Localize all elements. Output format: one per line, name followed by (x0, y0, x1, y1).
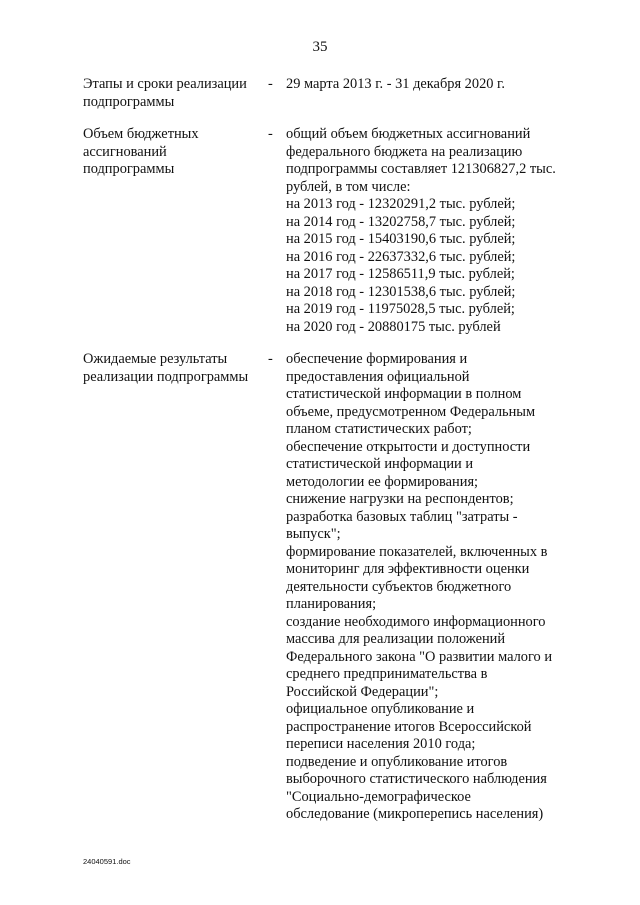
value-line: переписи населения 2010 года; (286, 736, 476, 752)
value-line: обеспечение формирования и (286, 351, 468, 367)
label-line: подпрограммы (83, 161, 175, 177)
value-line: Федерального закона "О развитии малого и (286, 648, 553, 665)
label-line: реализации подпрограммы (83, 368, 249, 385)
row-label (83, 76, 263, 111)
row-label (83, 126, 263, 179)
value-line: мониторинг для эффективности оценки (286, 561, 530, 577)
value-line: выборочного статистического наблюдения (286, 771, 547, 787)
label-line: Ожидаемые результаты (83, 351, 228, 367)
row-value (286, 76, 586, 94)
value-line: на 2013 год - 12320291,2 тыс. рублей; (286, 196, 516, 212)
document-filename: 24040591.doc (83, 857, 131, 866)
value-line: обеспечение открытости и доступности (286, 438, 531, 455)
value-line: на 2018 год - 12301538,6 тыс. рублей; (286, 283, 516, 300)
row-value (286, 126, 586, 336)
value-line: официальное опубликование и (286, 701, 475, 717)
value-line: подпрограммы составляет 121306827,2 тыс. (286, 161, 556, 177)
value-line: на 2014 год - 13202758,7 тыс. рублей; (286, 213, 516, 230)
value-line: выпуск"; (286, 526, 341, 542)
value-line: планирования; (286, 596, 377, 612)
value-line: обследование (микроперепись населения) (286, 806, 544, 822)
value-line: создание необходимого информационного (286, 613, 546, 630)
value-line: распространение итогов Всероссийской (286, 718, 532, 735)
row-dash: - (268, 351, 273, 367)
value-line: методологии ее формирования; (286, 473, 479, 490)
value-line: формирование показателей, включенных в (286, 543, 548, 560)
value-line: предоставления официальной (286, 368, 470, 385)
value-line: деятельности субъектов бюджетного (286, 578, 512, 595)
value-line: снижение нагрузки на респондентов; (286, 491, 514, 507)
value-line: "Социально-демографическое (286, 788, 471, 805)
value-line: на 2019 год - 11975028,5 тыс. рублей; (286, 301, 515, 317)
row-value (286, 351, 586, 824)
label-line: подпрограммы (83, 93, 175, 110)
value-line: на 2015 год - 15403190,6 тыс. рублей; (286, 231, 516, 247)
value-line: объеме, предусмотренном Федеральным (286, 403, 536, 420)
value-line: на 2016 год - 22637332,6 тыс. рублей; (286, 248, 516, 265)
row-label (83, 351, 263, 386)
label-line: Объем бюджетных (83, 126, 199, 142)
value-line: Российской Федерации"; (286, 683, 439, 700)
value-line: 29 марта 2013 г. - 31 декабря 2020 г. (286, 76, 505, 92)
label-line: ассигнований (83, 143, 167, 160)
row-dash: - (268, 126, 273, 142)
value-line: общий объем бюджетных ассигнований (286, 126, 531, 142)
value-line: рублей, в том числе: (286, 178, 411, 195)
value-line: подведение и опубликование итогов (286, 753, 508, 770)
value-line: статистической информации и (286, 456, 474, 472)
value-line: на 2017 год - 12586511,9 тыс. рублей; (286, 266, 515, 282)
value-line: статистической информации в полном (286, 386, 522, 402)
value-line: среднего предпринимательства в (286, 666, 488, 682)
page-number: 35 (312, 39, 328, 55)
value-line: массива для реализации положений (286, 631, 506, 647)
row-dash: - (268, 76, 273, 92)
value-line: на 2020 год - 20880175 тыс. рублей (286, 318, 501, 335)
value-line: разработка базовых таблиц "затраты - (286, 508, 518, 525)
value-line: федерального бюджета на реализацию (286, 143, 523, 160)
label-line: Этапы и сроки реализации (83, 76, 247, 92)
value-line: планом статистических работ; (286, 421, 472, 437)
